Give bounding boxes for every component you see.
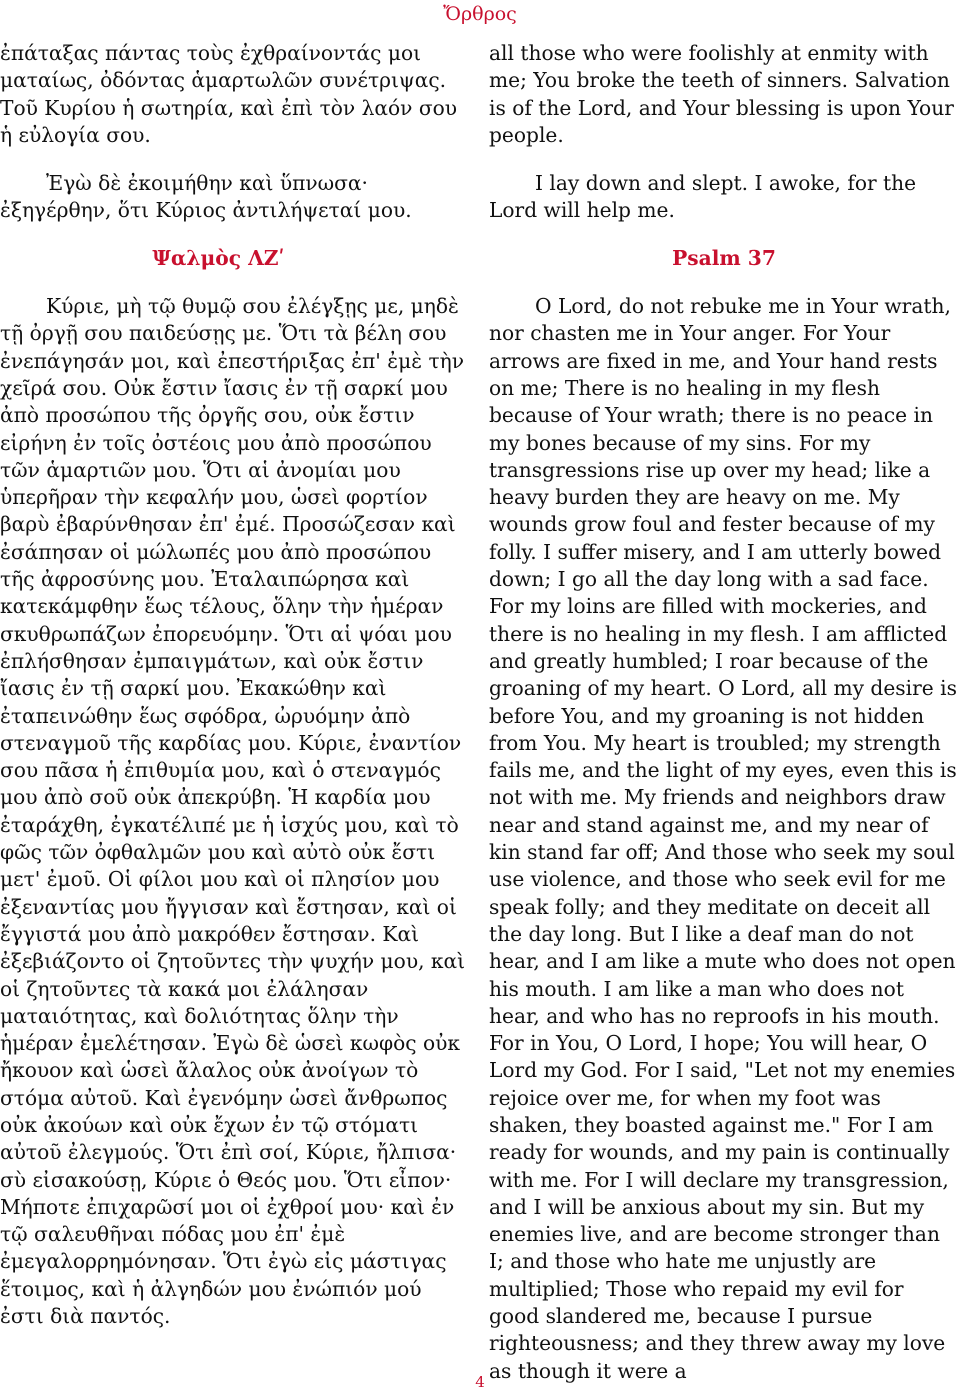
english-psalm-title: Psalm 37 xyxy=(672,245,776,270)
english-psalm-text: O Lord, do not rebuke me in Your wrath, nor chasten me in Your anger. For Your arrows are fixed in me, and Your hand rests on me; There is no healing in my flesh because of Your wrath; there is no peace in my bones because of my sins. For my transgressions rise up over my head; like a heavy burden they are heavy on me. My wounds grow foul and fester because of my folly. I suffer misery, and I am utterly bowed down; I go all the day long with a sad face. For my loins are filled with mockeries, and there is no healing in my flesh. I am afflicted and greatly humbled; I roar because of the groaning of my heart. O Lord, all my desire is before You, and my groaning is not hidden from You. My heart is troubled; my strength fails me, and the light of my eyes, even this is not with me. My friends and neighbors draw near and stand against me, and my near of kin stand far off; And those who seek my soul use violence, and those who seek evil for me speak folly; and they meditate on deceit all the day long. But I like a deaf man do not hear, and I am like a mute who does not open his mouth. I am like a man who does not hear, and who has no reproofs in his mouth. For in You, O Lord, I hope; You will hear, O Lord my God. For I said, "Let not my enemies rejoice over me, for when my foot was shaken, they boasted against me." For I am ready for wounds, and my pain is continually with me. For I will declare my transgression, and I will be anxious about my sin. But my enemies live, and are become stronger than I; and those who hate me unjustly are multiplied; Those who repaid my evil for good slandered me, because I pursue righteousness; and they threw away my love as though it were a xyxy=(489,294,957,1383)
english-column xyxy=(489,40,959,1385)
greek-psalm-title: Ψαλμὸς ΛΖʹ xyxy=(152,245,285,270)
page-number: 4 xyxy=(475,1373,485,1391)
english-paragraph-verse: I lay down and slept. I awoke, for the Lord will help me. xyxy=(489,171,917,223)
english-paragraph-continuation: all those who were foolishly at enmity with me; You broke the teeth of sinners. Salvation is of the Lord, and Your blessing is upon Your people. xyxy=(489,41,954,147)
greek-psalm-text: Κύριε, μὴ τῷ θυμῷ σου ἐλέγξῃς με, μηδὲ τῇ ὀργῇ σου παιδεύσῃς με. Ὅτι τὰ βέλη σου ἐνεπάγησάν μοι, καὶ ἐπεστήριξας ἐπ' ἐμὲ τὴν χεῖρά σου. Οὐκ ἔστιν ἴασις ἐν τῇ σαρκί μου ἀπὸ προσώπου τῆς ὀργῆς σου, οὐκ ἔστιν εἰρήνη ἐν τοῖς ὀστέοις μου ἀπὸ προσώπου τῶν ἁμαρτιῶν μου. Ὅτι αἱ ἀνομίαι μου ὑπερῆραν τὴν κεφαλήν μου, ὡσεὶ φορτίον βαρὺ ἐβαρύνθησαν ἐπ' ἐμέ. Προσώζεσαν καὶ ἐσάπησαν οἱ μώλωπές μου ἀπὸ προσώπου τῆς ἀφροσύνης μου. Ἐταλαιπώρησα καὶ κατεκάμφθην ἕως τέλους, ὅλην τὴν ἡμέραν σκυθρωπάζων ἐπορευόμην. Ὅτι αἱ ψόαι μου ἐπλήσθησαν ἐμπαιγμάτων, καὶ οὐκ ἔστιν ἴασις ἐν τῇ σαρκί μου. Ἐκακώθην καὶ ἐταπεινώθην ἕως σφόδρα, ὠρυόμην ἀπὸ στεναγμοῦ τῆς καρδίας μου. Κύριε, ἐναντίον σου πᾶσα ἡ ἐπιθυμία μου, καὶ ὁ στεναγμός μου ἀπὸ σοῦ οὐκ ἀπεκρύβη. Ἡ καρδία μου ἐταράχθη, ἐγκατέλιπέ με ἡ ἰσχύς μου, καὶ τὸ φῶς τῶν ὀφθαλμῶν μου καὶ αὐτὸ οὐκ ἔστι μετ' ἐμοῦ. Οἱ φίλοι μου καὶ οἱ πλησίον μου ἐξεναντίας μου ἤγγισαν καὶ ἔστησαν, καὶ οἱ ἔγγιστά μου ἀπὸ μακρόθεν ἔστησαν. Καὶ ἐξεβιάζοντο οἱ ζητοῦντες τὴν ψυχήν μου, καὶ οἱ ζητοῦντες τὰ κακά μοι ἐλάλησαν ματαιότητας, καὶ δολιότητας ὅλην τὴν ἡμέραν ἐμελέτησαν. Ἐγὼ δὲ ὡσεὶ κωφὸς οὐκ ἤκουον καὶ ὡσεὶ ἄλαλος οὐκ ἀνοίγων τὸ στόμα αὐτοῦ. Καὶ ἐγενόμην ὡσεὶ ἄνθρωπος οὐκ ἀκούων καὶ οὐκ ἔχων ἐν τῷ στόματι αὐτοῦ ἐλεγμούς. Ὅτι ἐπὶ σοί, Κύριε, ἤλπισα· σὺ εἰσακούσῃ, Κύριε ὁ Θεός μου. Ὅτι εἶπον· Μήποτε ἐπιχαρῶσί μοι οἱ ἐχθροί μου· καὶ ἐν τῷ σαλευθῆναι πόδας μου ἐπ' ἐμὲ ἐμεγαλορρημόνησαν. Ὅτι ἐγὼ εἰς μάστιγας ἕτοιμος, καὶ ἡ ἀλγηδών μου ἐνώπιόν μού ἐστι διὰ παντός. xyxy=(0,294,466,1329)
greek-paragraph-continuation: ἐπάταξας πάντας τοὺς ἐχθραίνοντάς μοι ματαίως, ὀδόντας ἁμαρτωλῶν συνέτριψας. Τοῦ Κυρίου ἡ σωτηρία, καὶ ἐπὶ τὸν λαόν σου ἡ εὐλογία σου. xyxy=(0,41,458,147)
greek-paragraph-verse: Ἐγὼ δὲ ἐκοιμήθην καὶ ὕπνωσα· ἐξηγέρθην, ὅτι Κύριος ἀντιλήψεταί μου. xyxy=(0,171,412,223)
greek-column xyxy=(0,40,470,1330)
page-header-title: Ὄρθρος xyxy=(443,3,517,25)
